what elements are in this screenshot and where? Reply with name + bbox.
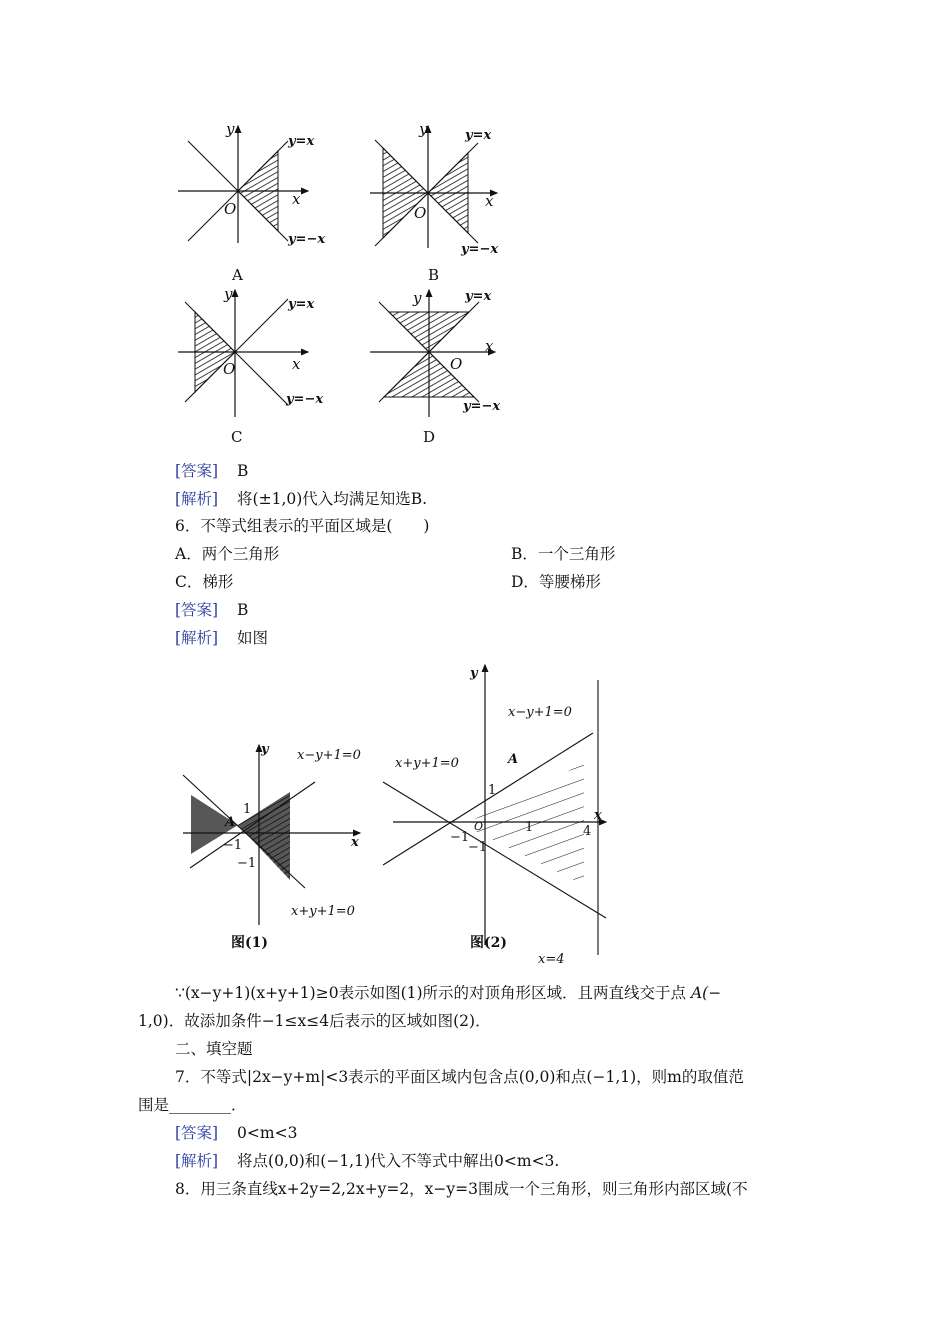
q6-stem: 6．不等式组表示的平面区域是( ) [175, 517, 430, 535]
option-label: C [231, 428, 243, 446]
y-axis-label: y [470, 666, 478, 681]
tick-1-y-label: 1 [488, 783, 497, 798]
y-axis-label: y [413, 289, 422, 307]
line-3-label: x=4 [538, 952, 565, 967]
tick-4-label: 4 [583, 824, 592, 839]
figure-b-graph [365, 118, 555, 288]
q7-stem-line-2: 围是________． [138, 1096, 247, 1114]
figure-option-b [365, 118, 555, 288]
origin-label: O [223, 360, 236, 378]
x-axis-label: x [292, 355, 301, 373]
q6-analysis [175, 627, 268, 649]
answer-text: B [237, 462, 249, 480]
answer-text: 0<m<3 [237, 1124, 298, 1142]
y-axis-label: y [226, 120, 235, 138]
explain-line-1 [175, 982, 721, 1004]
figure-option-c [170, 285, 350, 450]
q6-option-a: A．两个三角形 [175, 545, 280, 563]
tick-1-label: 1 [243, 802, 252, 817]
q6-option-c: C．梯形 [175, 573, 234, 591]
option-label: B [428, 266, 440, 284]
answer-tag: [答案] [175, 462, 219, 480]
q7-answer [175, 1122, 297, 1144]
tick-neg1-x-label: −1 [223, 838, 243, 853]
q5-analysis [175, 488, 427, 510]
origin-label: O [414, 204, 427, 222]
figure-option-d [365, 285, 555, 450]
line-y-eq-neg-x-label: y=−x [461, 242, 499, 257]
line-y-eq-x-label: y=x [288, 134, 315, 149]
caption: 图(2) [470, 935, 507, 951]
line-y-eq-x-label: y=x [288, 297, 315, 312]
origin-label: O [224, 200, 237, 218]
tick-neg1-y-label: −1 [237, 856, 257, 871]
line-1-label: x−y+1=0 [297, 748, 361, 763]
tick-neg1-y-label: −1 [468, 840, 488, 855]
y-axis-label: y [224, 285, 233, 303]
analysis-tag: [解析] [175, 1152, 219, 1170]
section-heading: 二、填空题 [175, 1040, 253, 1058]
q7-stem-line-1: 7．不等式|2x−y+m|<3表示的平面区域内包含点(0,0)和点(−1,1)，则m的取值范 [175, 1068, 744, 1086]
x-axis-label: x [351, 835, 359, 850]
answer-tag: [答案] [175, 1124, 219, 1142]
line-2-label: x+y+1=0 [291, 904, 355, 919]
answer-tag: [答案] [175, 601, 219, 619]
figure-1 [175, 740, 375, 955]
line-y-eq-neg-x-label: y=−x [288, 232, 326, 247]
figure-2 [378, 660, 628, 970]
analysis-tag: [解析] [175, 490, 219, 508]
q8-stem: 8．用三条直线x+2y=2,2x+y=2，x−y=3围成一个三角形，则三角形内部区域(不 [175, 1180, 748, 1198]
point-a-label: A [508, 752, 519, 767]
x-axis-label: x [594, 808, 602, 823]
analysis-tag: [解析] [175, 629, 219, 647]
line-y-eq-x-label: y=x [465, 289, 492, 304]
explain-line-1-point: A(− [690, 984, 722, 1002]
option-label: A [232, 266, 243, 284]
figure-2-graph [378, 660, 628, 970]
figure-1-graph [175, 740, 375, 955]
caption: 图(1) [231, 935, 268, 951]
option-label: D [423, 428, 436, 446]
q6-option-d: D．等腰梯形 [511, 573, 601, 591]
answer-text: B [237, 601, 249, 619]
explain-line-2: 1,0)．故添加条件−1≤x≤4后表示的区域如图(2)． [138, 1012, 491, 1030]
explain-line-1-text: ∵(x−y+1)(x+y+1)≥0表示如图(1)所示的对顶角形区域．且两直线交于点 [175, 984, 687, 1002]
q7-analysis [175, 1150, 559, 1172]
line-y-eq-neg-x-label: y=−x [286, 392, 324, 407]
y-axis-label: y [261, 742, 269, 757]
tick-1-x-label: 1 [525, 820, 534, 835]
y-axis-label: y [419, 120, 428, 138]
figure-c-graph [170, 285, 350, 450]
q6-answer [175, 599, 248, 621]
figure-a-graph [170, 118, 350, 288]
q5-answer [175, 460, 248, 482]
analysis-text: 将点(0,0)和(−1,1)代入不等式中解出0<m<3. [237, 1152, 560, 1170]
q6-option-b: B．一个三角形 [511, 545, 616, 563]
line-y-eq-neg-x-label: y=−x [463, 399, 501, 414]
analysis-text: 将(±1,0)代入均满足知选B. [237, 490, 428, 508]
line-1-label: x−y+1=0 [508, 705, 572, 720]
x-axis-label: x [485, 337, 494, 355]
origin-label: O [474, 820, 484, 833]
line-2-label: x+y+1=0 [395, 756, 459, 771]
line-y-eq-x-label: y=x [465, 128, 492, 143]
x-axis-label: x [485, 192, 494, 210]
point-a-label: A [225, 815, 236, 830]
figure-option-a [170, 118, 350, 288]
tick-neg1-x-label: −1 [450, 830, 470, 845]
x-axis-label: x [292, 190, 301, 208]
analysis-text: 如图 [237, 629, 269, 647]
origin-label: O [450, 355, 463, 373]
